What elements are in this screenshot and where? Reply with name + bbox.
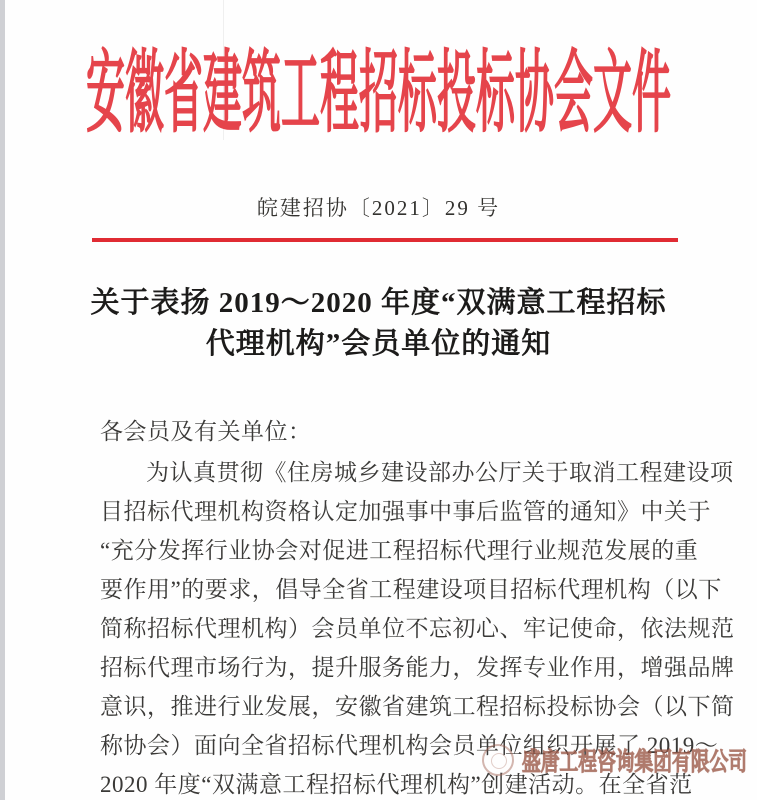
body-line: 意识，推进行业发展，安徽省建筑工程招标投标协会（以下简 bbox=[100, 694, 735, 719]
body-line: “充分发挥行业协会对促进工程招标代理行业规范发展的重 bbox=[100, 538, 699, 563]
document-title-line2: 代理机构”会员单位的通知 bbox=[205, 328, 552, 360]
letterhead-banner bbox=[0, 46, 757, 142]
body-line: 目招标代理机构资格认定加强事中事后监管的通知》中关于 bbox=[100, 499, 711, 524]
body-line: 2020 年度“双满意工程招标代理机构”创建活动。在全省范 bbox=[100, 772, 693, 797]
red-divider-rule bbox=[92, 238, 678, 242]
body-line: 简称招标代理机构）会员单位不忘初心、牢记使命，依法规范 bbox=[100, 616, 735, 641]
body-line: 要作用”的要求，倡导全省工程建设项目招标代理机构（以下 bbox=[100, 577, 722, 602]
body-line: 称协会）面向全省招标代理机构会员单位组织开展了 2019～ bbox=[100, 733, 719, 758]
document-body bbox=[100, 412, 735, 804]
document-title-line1: 关于表扬 2019～2020 年度“双满意工程招标 bbox=[90, 287, 667, 319]
watermark-company-name: 盛唐工程咨询集团有限公司 bbox=[522, 749, 748, 776]
salutation: 各会员及有关单位： bbox=[100, 419, 312, 444]
body-line: 为认真贯彻《住房城乡建设部办公厅关于取消工程建设项 bbox=[146, 460, 734, 485]
letterhead-org-title: 安徽省建筑工程招标投标协会文件 bbox=[85, 44, 671, 144]
document-title bbox=[0, 283, 757, 365]
body-line: 招标代理市场行为，提升服务能力，发挥专业作用，增强品牌 bbox=[100, 655, 735, 680]
document-number: 皖建招协〔2021〕29 号 bbox=[256, 196, 501, 220]
